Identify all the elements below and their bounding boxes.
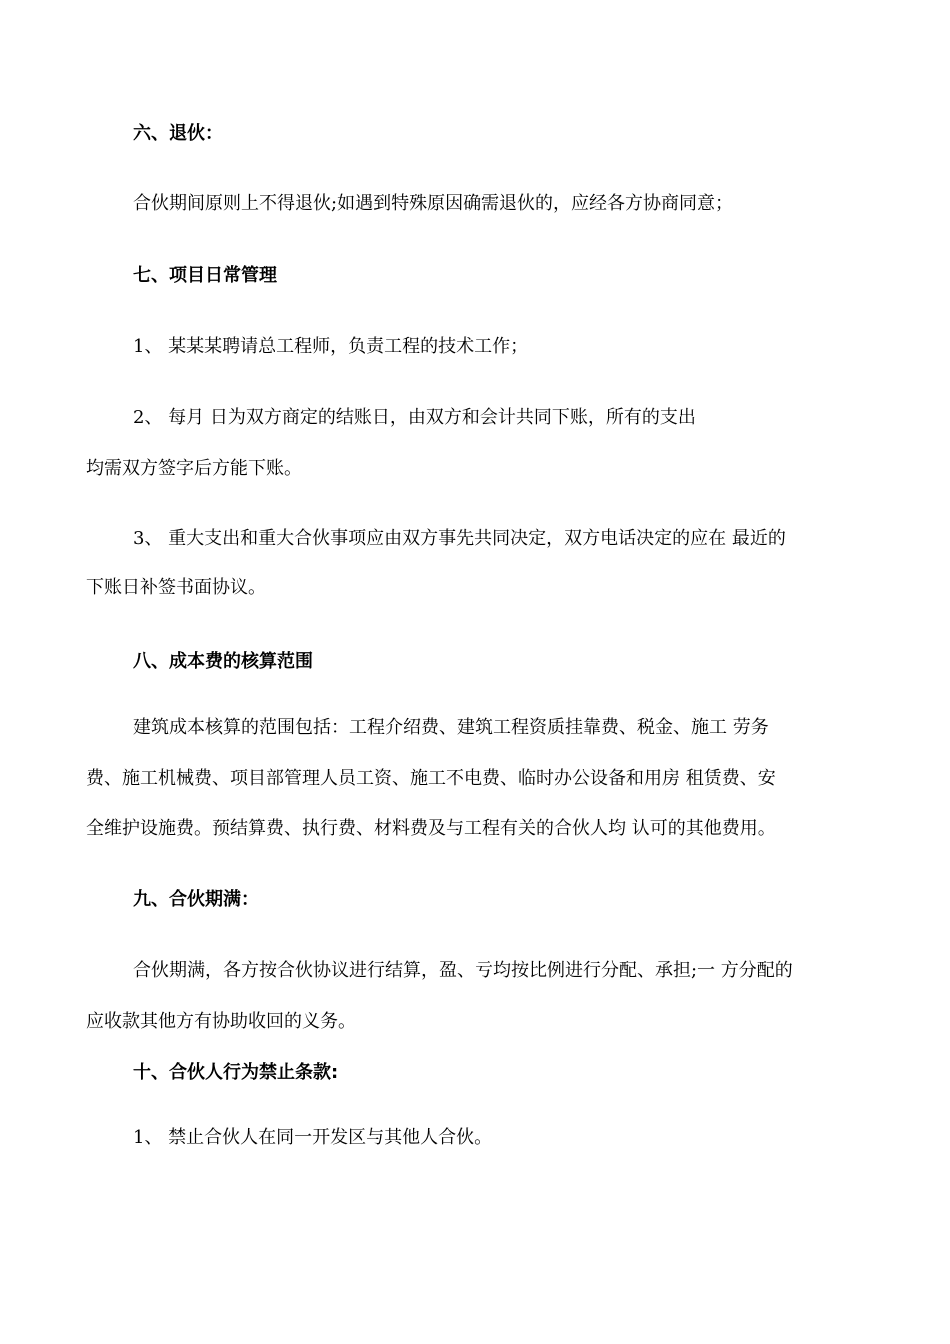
paragraph-line: 合伙期间原则上不得退伙;如遇到特殊原因确需退伙的，应经各方协商同意；	[133, 193, 734, 214]
paragraph-line: 建筑成本核算的范围包括：工程介绍费、建筑工程资质挂靠费、税金、施工 劳务	[133, 717, 769, 738]
paragraph-line: 全维护设施费。预结算费、执行费、材料费及与工程有关的合伙人均 认可的其他费用。	[86, 818, 776, 839]
section-heading-prohibited-conduct: 十、合伙人行为禁止条款:	[133, 1062, 339, 1083]
list-item-line: 2、 每月 日为双方商定的结账日，由双方和会计共同下账，所有的支出	[133, 407, 696, 428]
list-item-line: 3、 重大支出和重大合伙事项应由双方事先共同决定，双方电话决定的应在 最近的	[133, 528, 786, 549]
paragraph-line: 费、施工机械费、项目部管理人员工资、施工不电费、临时办公设备和用房 租赁费、安	[86, 768, 776, 789]
section-heading-partnership-expiry: 九、合伙期满：	[133, 889, 259, 910]
paragraph-line: 合伙期满，各方按合伙协议进行结算，盈、亏均按比例进行分配、承担;一 方分配的	[133, 960, 793, 981]
section-heading-cost-scope: 八、成本费的核算范围	[133, 651, 313, 672]
paragraph-line: 应收款其他方有协助收回的义务。	[86, 1011, 356, 1032]
list-item-line: 下账日补签书面协议。	[86, 577, 266, 598]
section-heading-withdrawal: 六、退伙：	[133, 123, 223, 144]
section-heading-daily-management: 七、项目日常管理	[133, 265, 277, 286]
list-item-line: 均需双方签字后方能下账。	[86, 458, 302, 479]
list-item-line: 1、 某某某聘请总工程师，负责工程的技术工作；	[133, 336, 529, 357]
list-item-line: 1、 禁止合伙人在同一开发区与其他人合伙。	[133, 1127, 493, 1148]
